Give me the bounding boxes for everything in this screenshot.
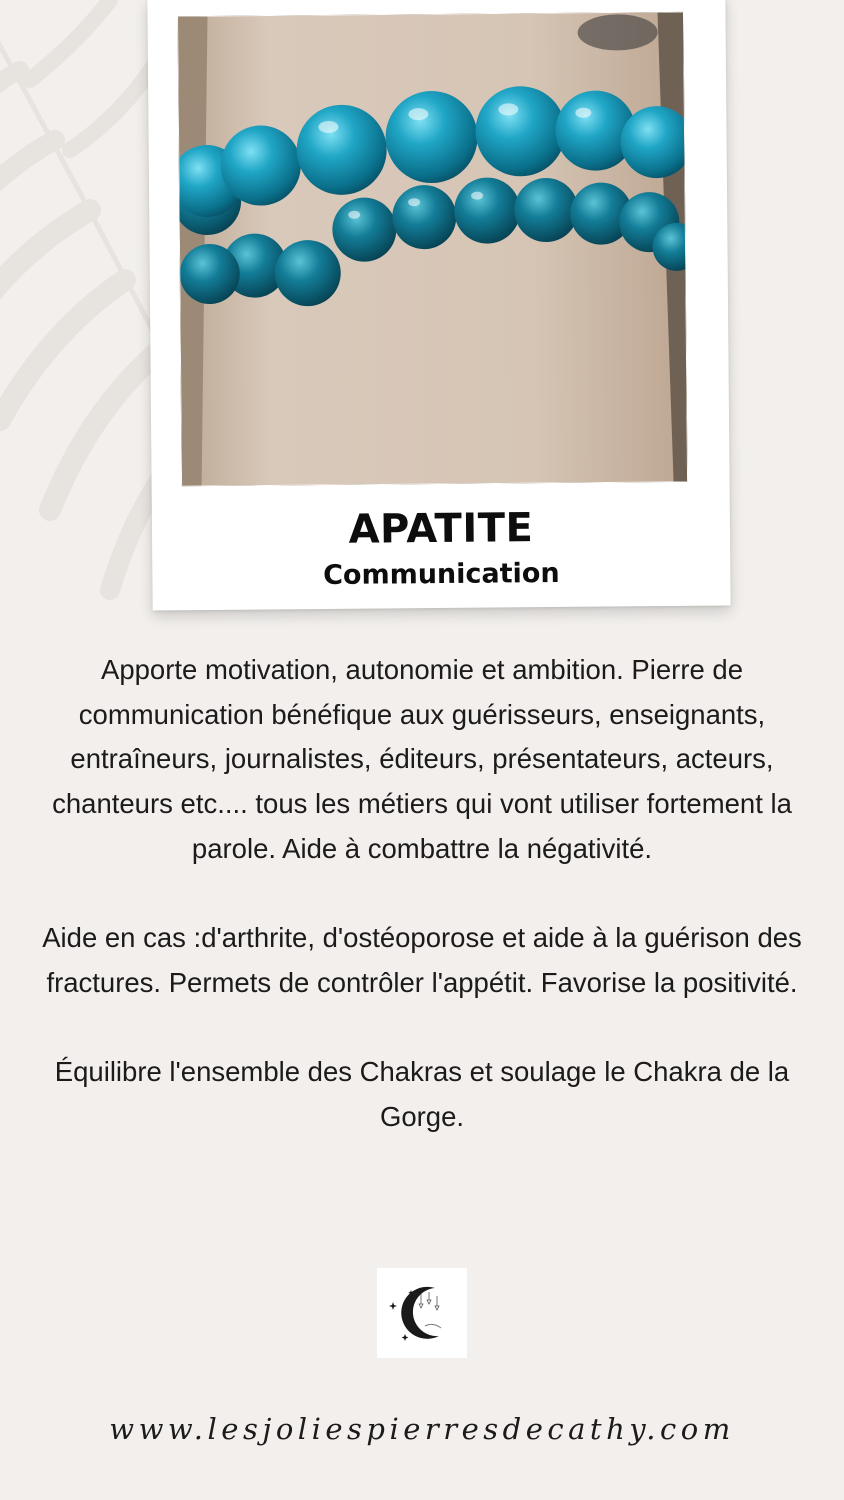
product-photo-card (147, 0, 730, 611)
crescent-moon-logo-icon (377, 1268, 467, 1358)
bracelet-image (177, 12, 687, 486)
bracelet-photo (177, 12, 687, 486)
stone-description (40, 648, 804, 1184)
website-url: www.lesjoliespierresdecathy.com (109, 1412, 735, 1446)
brand-logo (377, 1268, 467, 1358)
stone-property: Communication (322, 557, 560, 592)
description-paragraph-health: Aide en cas :d'arthrite, d'ostéoporose et aide à la guérison des fractures. Permets de contrôler l'appétit. Favorise la positivité. (42, 922, 802, 998)
stone-name: APATITE (348, 505, 534, 553)
description-paragraph-chakra: Équilibre l'ensemble des Chakras et soulage le Chakra de la Gorge. (54, 1056, 790, 1132)
description-paragraph-benefits: Apporte motivation, autonomie et ambition. Pierre de communication bénéfique aux guérisseurs, enseignants, entraîneurs, journalistes, éditeurs, présentateurs, acteurs, chanteurs etc.... tous les métiers qui vont utiliser fortement la parole. Aide à combattre la négativité. (52, 654, 792, 864)
